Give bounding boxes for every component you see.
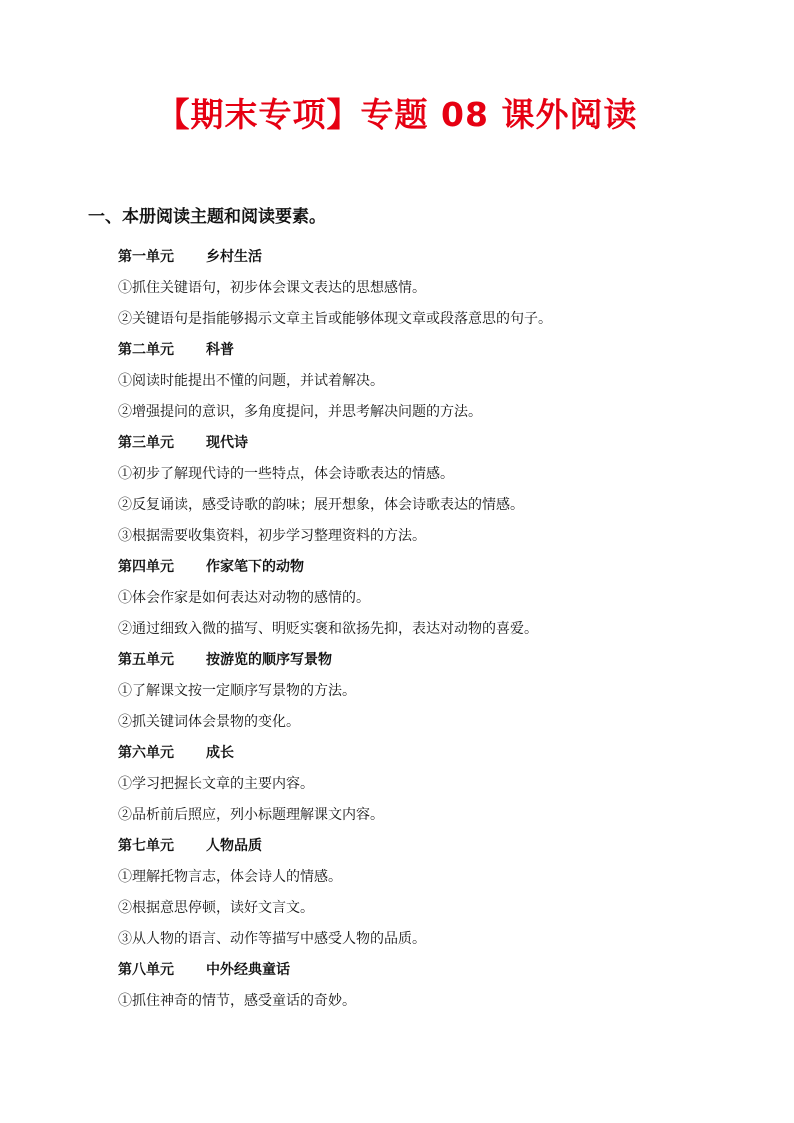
reading-point: ①初步了解现代诗的一些特点，体会诗歌表达的情感。: [118, 466, 454, 482]
unit-block: [118, 739, 758, 832]
reading-point: ②反复诵读，感受诗歌的韵味；展开想象，体会诗歌表达的情感。: [118, 497, 524, 513]
unit-block: [118, 429, 758, 553]
unit-theme: 现代诗: [206, 435, 248, 451]
unit-name: 第七单元: [118, 838, 174, 854]
unit-block: [118, 336, 758, 429]
section-heading: 一、本册阅读主题和阅读要素。: [88, 207, 326, 227]
reading-point: ②抓关键词体会景物的变化。: [118, 714, 300, 730]
reading-point: ①学习把握长文章的主要内容。: [118, 776, 314, 792]
unit-name: 第二单元: [118, 342, 174, 358]
unit-header: [118, 336, 758, 367]
unit-name: 第五单元: [118, 652, 174, 668]
unit-theme: 中外经典童话: [206, 962, 290, 978]
reading-point: ①体会作家是如何表达对动物的感情的。: [118, 590, 370, 606]
unit-header: [118, 243, 758, 274]
reading-point: ②品析前后照应，列小标题理解课文内容。: [118, 807, 384, 823]
reading-point: ①抓住关键语句，初步体会课文表达的思想感情。: [118, 280, 426, 296]
reading-point: ①了解课文按一定顺序写景物的方法。: [118, 683, 356, 699]
reading-point: ③从人物的语言、动作等描写中感受人物的品质。: [118, 931, 426, 947]
reading-point: ③根据需要收集资料，初步学习整理资料的方法。: [118, 528, 426, 544]
unit-name: 第六单元: [118, 745, 174, 761]
unit-list: [118, 243, 758, 1018]
unit-header: [118, 739, 758, 770]
page-title: 【期末专项】专题 08 课外阅读: [156, 95, 638, 134]
unit-theme: 成长: [206, 745, 234, 761]
reading-point: ②增强提问的意识，多角度提问，并思考解决问题的方法。: [118, 404, 482, 420]
unit-theme: 科普: [206, 342, 234, 358]
unit-header: [118, 956, 758, 987]
reading-point: ①理解托物言志，体会诗人的情感。: [118, 869, 342, 885]
unit-block: [118, 832, 758, 956]
unit-theme: 按游览的顺序写景物: [206, 652, 332, 668]
unit-header: [118, 832, 758, 863]
unit-theme: 人物品质: [206, 838, 262, 854]
unit-name: 第三单元: [118, 435, 174, 451]
unit-header: [118, 553, 758, 584]
unit-theme: 作家笔下的动物: [206, 559, 304, 575]
reading-point: ②通过细致入微的描写、明贬实褒和欲扬先抑，表达对动物的喜爱。: [118, 621, 538, 637]
unit-name: 第四单元: [118, 559, 174, 575]
reading-point: ①阅读时能提出不懂的问题，并试着解决。: [118, 373, 384, 389]
reading-point: ②关键语句是指能够揭示文章主旨或能够体现文章或段落意思的句子。: [118, 311, 552, 327]
unit-header: [118, 646, 758, 677]
reading-point: ②根据意思停顿，读好文言文。: [118, 900, 314, 916]
unit-block: [118, 243, 758, 336]
unit-block: [118, 956, 758, 1018]
unit-theme: 乡村生活: [206, 249, 262, 265]
unit-header: [118, 429, 758, 460]
unit-block: [118, 553, 758, 646]
reading-point: ①抓住神奇的情节，感受童话的奇妙。: [118, 993, 356, 1009]
unit-name: 第八单元: [118, 962, 174, 978]
unit-block: [118, 646, 758, 739]
unit-name: 第一单元: [118, 249, 174, 265]
